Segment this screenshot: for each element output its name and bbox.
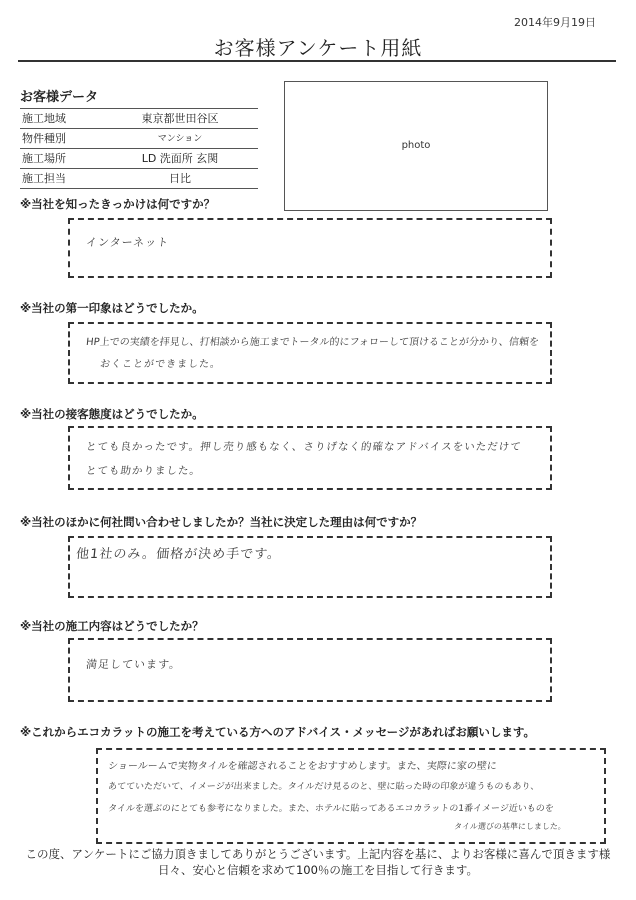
page-title: お客様アンケート用紙 — [213, 36, 423, 60]
answer-box-2 — [68, 322, 552, 384]
answer-5-line: 満足しています。 — [85, 658, 182, 671]
question-2: ※当社の第一印象はどうでしたか。 — [20, 301, 204, 315]
answer-1-line: インターネット — [85, 236, 170, 249]
survey-date: 2014年9月19日 — [514, 16, 596, 29]
customer-label: 施工担当 — [22, 172, 66, 185]
question-5: ※当社の施工内容はどうでしたか？ — [20, 619, 204, 633]
answer-box-6 — [96, 748, 606, 844]
question-1: ※当社を知ったきっかけは何ですか？ — [20, 197, 216, 211]
question-4: ※当社のほかに何社問い合わせしましたか？当社に決定した理由は何ですか？ — [20, 515, 423, 529]
customer-rule — [20, 188, 258, 189]
answer-2-line: HP上での実績を拝見し、打相談から施工までトータル的にフォローして頂けることが分かり、信頼を — [85, 337, 540, 348]
photo-placeholder — [284, 81, 548, 211]
customer-data-heading: お客様データ — [20, 90, 99, 105]
customer-row-staff — [20, 169, 258, 189]
customer-value: LD 洗面所 玄関 — [141, 152, 219, 165]
customer-row-area — [20, 109, 258, 129]
answer-box-4 — [68, 536, 552, 598]
customer-label: 施工場所 — [22, 152, 66, 165]
customer-row-location — [20, 149, 258, 169]
customer-value: 日比 — [169, 172, 191, 185]
photo-label: photo — [401, 140, 431, 151]
answer-3-line: とても助かりました。 — [85, 465, 202, 477]
answer-6-line: ショールームで実物タイルを確認されることをおすすめします。また、実際に家の壁に — [107, 761, 498, 772]
answer-3-line: とても良かったです。押し売り感もなく、さりげなく的確なアドバイスをいただけて — [85, 441, 523, 453]
answer-box-1 — [68, 218, 552, 278]
answer-box-5 — [68, 638, 552, 702]
answer-6-line: あてていただいて、イメージが出来ました。タイルだけ見るのと、壁に貼った時の印象が違うものもあり、 — [107, 782, 540, 792]
customer-row-property — [20, 129, 258, 149]
customer-value: マンション — [157, 134, 203, 144]
closing-line-2: 日々、安心と信頼を求めて100％の施工を目指して行きます。 — [157, 863, 479, 877]
question-3: ※当社の接客態度はどうでしたか。 — [20, 407, 204, 421]
closing-line-1: この度、アンケートにご協力頂きましてありがとうございます。上記内容を基に、よりお客様に喜んで頂きます様 — [25, 847, 611, 861]
answer-2-line: おくことができました。 — [99, 359, 222, 370]
question-6: ※これからエコカラットの施工を考えている方へのアドバイス・メッセージがあればお願いします。 — [20, 725, 535, 739]
answer-6-line: タイルを選ぶのにとても参考になりました。また、ホテルに貼ってあるエコカラットの1番イメージ近いものを — [107, 804, 555, 814]
answer-4-line: 他1社のみ。価格が決め手です。 — [75, 547, 282, 562]
title-divider — [18, 60, 616, 62]
answer-6-line: タイル選びの基準にしました。 — [453, 822, 567, 831]
customer-label: 施工地域 — [22, 112, 66, 125]
customer-value: 東京都世田谷区 — [141, 112, 219, 125]
customer-label: 物件種別 — [22, 132, 66, 145]
answer-box-3 — [68, 426, 552, 490]
